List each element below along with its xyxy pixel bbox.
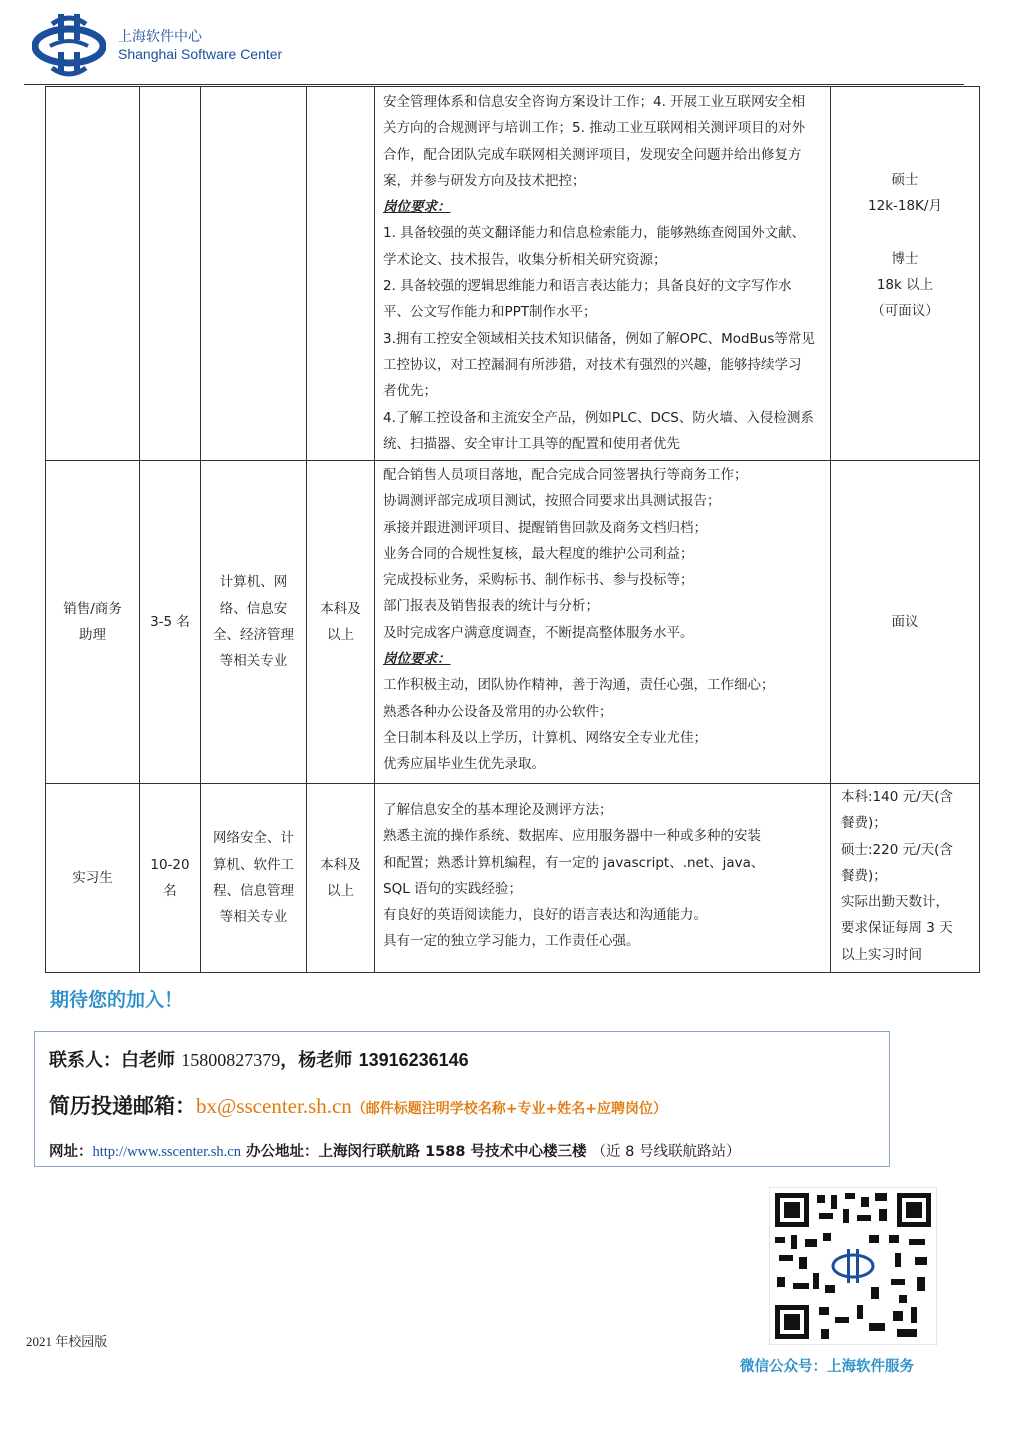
position-cell	[46, 87, 140, 461]
salary-line: 博士	[891, 250, 919, 267]
email-note: （邮件标题注明学校名称+专业+姓名+应聘岗位）	[351, 1101, 668, 1117]
salary-line: 12k-18K/月	[868, 198, 942, 215]
salary-line: 硕士:220 元/天(含	[841, 841, 953, 858]
table-row	[46, 461, 980, 784]
description-line: 承接并跟进测评项目、提醒销售回款及商务文档归档；	[383, 519, 707, 536]
education-line: 以上	[327, 627, 354, 643]
requirement-line: 熟悉各种办公设备及常用的办公软件；	[383, 703, 613, 720]
description-line: 及时完成客户满意度调查，不断提高整体服务水平。	[383, 624, 694, 641]
requirement-line: 学术论文、技术报告，收集分析相关研究资源；	[383, 251, 667, 268]
salary-line: 本科:140 元/天(含	[841, 789, 953, 805]
job-table	[45, 86, 980, 973]
email-label: 简历投递邮箱：	[49, 1094, 196, 1118]
description-cell	[375, 87, 831, 461]
salary-line: 餐费)；	[841, 867, 887, 884]
description-line: 案，并参与研发方向及技术把控；	[383, 172, 586, 189]
qr-code-icon[interactable]	[769, 1187, 937, 1345]
requirement-line: 全日制本科及以上学历，计算机、网络安全专业尤佳；	[383, 729, 707, 746]
salary-line: （可面议）	[871, 303, 939, 320]
salary-line: 硕士	[891, 172, 919, 188]
contact-box	[34, 1031, 890, 1167]
position-cell: 实习生	[46, 784, 140, 973]
description-line: 有良好的英语阅读能力，良好的语言表达和沟通能力。	[383, 907, 707, 924]
edition-label: 2021 年校园版	[26, 1334, 108, 1349]
description-line: 配合销售人员项目落地，配合完成合同签署执行等商务工作；	[383, 467, 748, 483]
description-cell	[375, 461, 831, 784]
education-line: 以上	[327, 883, 354, 899]
major-line: 等相关专业	[219, 909, 288, 926]
contact-phone[interactable]: 15800827379	[181, 1050, 281, 1070]
ssc-logo-icon	[32, 10, 106, 78]
page-header	[30, 8, 960, 78]
salary-cell: 面议	[831, 461, 980, 784]
contact-separator: ，	[280, 1050, 299, 1071]
salary-line: 以上实习时间	[841, 946, 922, 963]
email-link[interactable]: bx@sscenter.sh.cn	[196, 1094, 352, 1118]
table-row	[46, 87, 980, 461]
requirement-line: 1. 具备较强的英文翻译能力和信息检索能力，能够熟练查阅国外文献、	[383, 225, 806, 242]
major-line: 络、信息安	[219, 600, 288, 617]
education-cell	[307, 461, 375, 784]
requirement-line: 工控协议，对工控漏洞有所涉猎，对技术有强烈的兴趣，能够持续学习	[383, 356, 802, 373]
position-line: 助理	[79, 627, 106, 643]
description-line: 完成投标业务，采购标书、制作标书、参与投标等；	[383, 572, 694, 589]
headcount-cell	[140, 87, 201, 461]
requirement-line: 4.了解工控设备和主流安全产品，例如PLC、DCS、防火墙、入侵检测系	[383, 409, 814, 426]
major-line: 网络安全、计	[213, 830, 294, 847]
description-line: 业务合同的合规性复核，最大程度的维护公司利益；	[383, 545, 694, 562]
description-line: 和配置；熟悉计算机编程，有一定的 javascript、.net、java、	[383, 854, 765, 871]
address-label: 办公地址：	[246, 1144, 319, 1160]
education-line: 本科及	[320, 600, 361, 617]
salary-line: 要求保证每周 3 天	[841, 920, 953, 937]
contact-label: 联系人：	[49, 1050, 121, 1071]
contact-person: 白老师	[121, 1050, 175, 1071]
requirement-line: 统、扫描器、安全审计工具等的配置和使用者优先	[383, 435, 680, 452]
org-name-cn: 上海软件中心	[118, 29, 202, 45]
education-cell	[307, 784, 375, 973]
address-note: （近 8 号线联航路站）	[591, 1144, 741, 1160]
major-line: 全、经济管理	[213, 627, 294, 643]
major-line: 算机、软件工	[213, 856, 294, 873]
major-line: 等相关专业	[219, 653, 288, 670]
education-cell	[307, 87, 375, 461]
org-name-en: Shanghai Software Center	[118, 46, 283, 62]
description-line: 合作，配合团队完成车联网相关测评项目，发现安全问题并给出修复方	[383, 146, 802, 163]
website-link[interactable]: http://www.sscenter.sh.cn	[92, 1144, 241, 1160]
position-cell	[46, 461, 140, 784]
headcount-line: 10-20	[150, 856, 190, 873]
requirement-line: 平、公文写作能力和PPT制作水平；	[383, 304, 597, 321]
headcount-line: 名	[163, 883, 177, 899]
website-label: 网址：	[49, 1144, 93, 1160]
headcount-cell	[140, 784, 201, 973]
salary-cell	[831, 87, 980, 461]
contact-persons	[49, 1046, 469, 1072]
salary-cell	[831, 784, 980, 973]
major-cell	[201, 784, 307, 973]
requirement-line: 者优先；	[383, 383, 437, 400]
description-line: SQL 语句的实践经验；	[383, 880, 523, 897]
description-line: 安全管理体系和信息安全咨询方案设计工作；4. 开展工业互联网安全相	[383, 94, 806, 110]
major-line: 计算机、网	[219, 574, 288, 591]
contact-person: 杨老师	[298, 1050, 353, 1071]
education-line: 本科及	[320, 856, 361, 873]
contact-phone[interactable]: 13916236146	[358, 1050, 469, 1070]
description-line: 关方向的合规测评与培训工作；5. 推动工业互联网相关测评项目的对外	[383, 120, 806, 137]
description-line: 具有一定的独立学习能力，工作责任心强。	[383, 933, 640, 950]
major-line: 程、信息管理	[213, 883, 294, 899]
header-divider	[24, 84, 964, 85]
salary-line: 餐费)；	[841, 815, 887, 832]
website-address-row	[49, 1140, 741, 1161]
wechat-account: 微信公众号：上海软件服务	[740, 1359, 914, 1375]
table-row	[46, 784, 980, 973]
requirements-heading: 岗位要求：	[383, 199, 451, 216]
major-cell	[201, 87, 307, 461]
headcount-cell: 3-5 名	[140, 461, 201, 784]
description-line: 熟悉主流的操作系统、数据库、应用服务器中一种或多种的安装	[383, 828, 761, 845]
call-to-action: 期待您的加入！	[50, 989, 184, 1011]
salary-line	[831, 220, 979, 246]
description-cell	[375, 784, 831, 973]
requirement-line: 2. 具备较强的逻辑思维能力和语言表达能力；具备良好的文字写作水	[383, 278, 792, 295]
description-line: 协调测评部完成项目测试，按照合同要求出具测试报告；	[383, 493, 721, 510]
address-text: 上海闵行联航路 1588 号技术中心楼三楼	[318, 1144, 587, 1160]
position-line: 销售/商务	[63, 600, 122, 617]
major-cell	[201, 461, 307, 784]
description-line: 了解信息安全的基本理论及测评方法；	[383, 802, 613, 818]
requirement-line: 优秀应届毕业生优先录取。	[383, 756, 545, 773]
requirement-line: 3.拥有工控安全领域相关技术知识储备，例如了解OPC、ModBus等常见	[383, 330, 815, 347]
salary-line: 实际出勤天数计，	[841, 894, 949, 911]
description-line: 部门报表及销售报表的统计与分析；	[383, 598, 599, 615]
salary-line: 18k 以上	[876, 277, 934, 294]
resume-email-row	[49, 1090, 667, 1120]
requirements-heading: 岗位要求：	[383, 651, 451, 668]
requirement-line: 工作积极主动，团队协作精神，善于沟通，责任心强，工作细心；	[383, 677, 775, 694]
